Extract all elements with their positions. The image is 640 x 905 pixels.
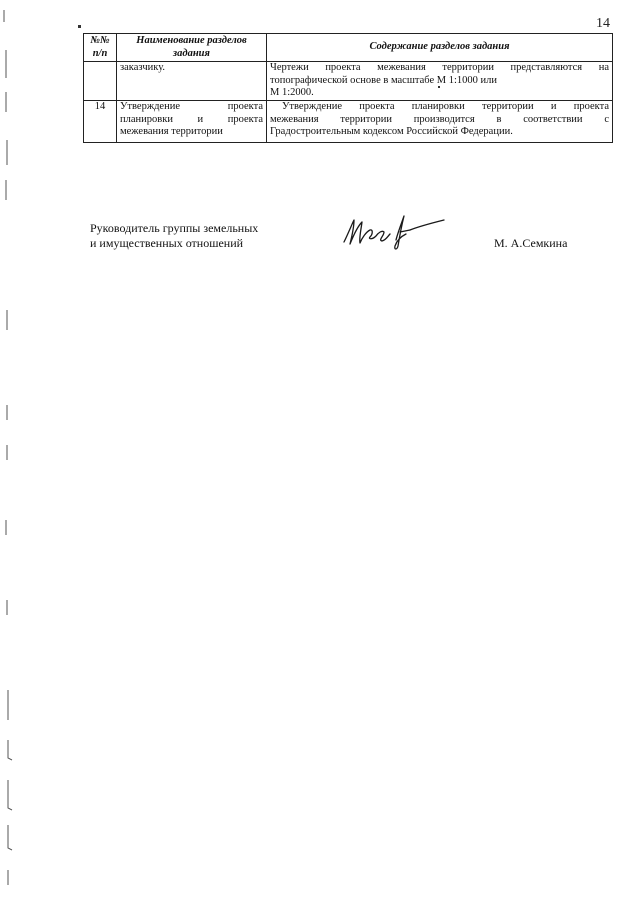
header-num: №№ п/п — [84, 34, 117, 62]
scan-speck — [78, 25, 81, 28]
page-number: 14 — [596, 16, 610, 31]
binding-edge-marks — [0, 0, 20, 905]
signer-position — [90, 221, 258, 251]
header-section-name: Наименование разделов задания — [117, 34, 267, 62]
row-section-name: заказчику. — [117, 62, 267, 101]
task-sections-table — [83, 33, 613, 143]
row-num — [84, 62, 117, 101]
signer-position-line: Руководитель группы земельных — [90, 221, 259, 235]
signer-position-line: и имущественных отношений — [90, 236, 244, 250]
row-section-name: Утверждение проекта планировки и проекта межевания территории — [117, 101, 267, 143]
row-section-content: Утверждение проекта планировки территории и проекта межевания территории производится в соответствии с Градостроительным кодексом Российской Федерации. — [267, 101, 613, 143]
row-section-content: Чертежи проекта межевания территории представляются на топографической основе в масштабе М 1:1000 или М 1:2000. — [267, 62, 613, 101]
table-header-row — [84, 34, 613, 62]
table-row — [84, 101, 613, 143]
signer-name: М. А.Семкина — [494, 236, 568, 250]
handwritten-signature — [340, 210, 450, 255]
header-section-content: Содержание разделов задания — [267, 34, 613, 62]
table-row — [84, 62, 613, 101]
row-num: 14 — [84, 101, 117, 143]
